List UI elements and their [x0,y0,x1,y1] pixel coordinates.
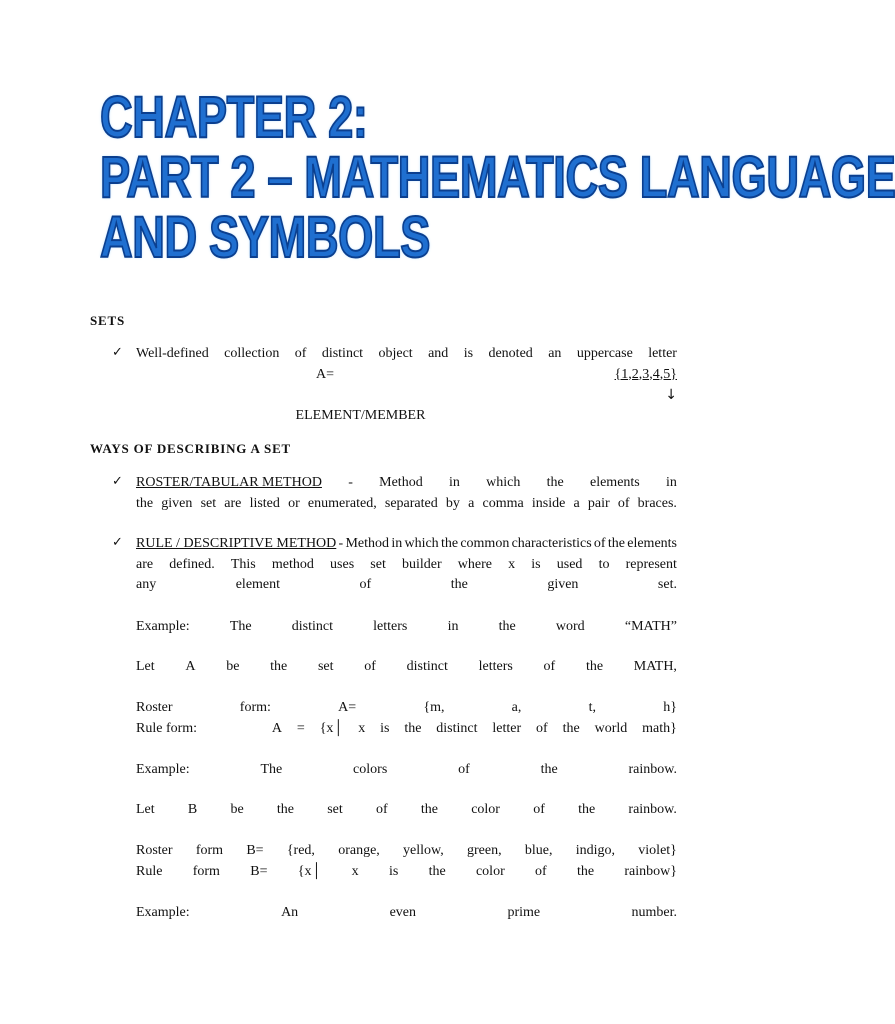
word: blue, [524,843,553,858]
word: the [404,720,422,736]
example-2-let [136,800,677,821]
word: letters [478,659,513,674]
word: and [428,346,449,361]
word: the [585,659,604,674]
word: the [540,762,558,777]
example-1-roster [136,698,677,719]
word: are [224,495,242,511]
set-a-label: A= [316,366,335,382]
word: Let [136,659,155,674]
word: {red, [286,843,315,858]
word: the [270,659,288,674]
word: separated [384,495,438,511]
word: of [364,659,376,674]
word: world [594,720,628,736]
word: distinct [321,346,364,361]
word: colors [353,762,388,777]
word: in [391,536,403,551]
word: letter [492,720,522,736]
word: of [543,659,556,674]
roster-method-name: ROSTER/TABULAR METHOD [136,475,322,490]
word: rainbow. [628,802,677,817]
word: Roster [136,843,173,858]
word: the [428,863,446,879]
word: h} [663,700,677,715]
word: which [404,536,439,551]
word: the [420,802,438,817]
word: to [598,556,610,572]
word: indigo, [575,843,616,858]
word: enumerated, [307,495,377,511]
element-member-label: ELEMENT/MEMBER [295,407,426,423]
word: common [460,536,510,551]
word: builder [402,556,442,572]
word: form [195,843,224,858]
word: An [281,905,299,920]
word: distinct [406,659,448,674]
title-line-3: AND SYMBOLS [100,205,431,270]
word: word [555,619,585,634]
word: the [576,863,595,879]
word: form [192,863,220,879]
sets-definition [136,344,677,365]
word: set [370,556,386,572]
rule-method-block [136,534,677,596]
word: Roster [136,700,173,715]
word: {x│ [319,720,344,736]
word: of [458,762,470,777]
word: B= [250,863,268,879]
word: orange, [338,843,380,858]
word: a [468,495,475,511]
word: violet} [638,843,677,858]
word: collection [224,346,280,361]
rule-method-name: RULE / DESCRIPTIVE METHOD [136,536,337,551]
word: The [229,619,252,634]
word: Example: [136,619,190,634]
word: given [547,577,579,592]
word: Method [345,536,390,551]
word: in [666,475,677,490]
word: rainbow. [628,762,677,777]
word: any [136,577,157,592]
word: pair [587,495,610,511]
word: of [536,720,548,736]
example-1-let-block [136,657,677,678]
word: MATH, [633,659,677,674]
ways-heading: WAYS OF DESCRIBING A SET [90,441,292,456]
word: inside [531,495,566,511]
word: which [486,475,521,490]
roster-line-1 [136,473,677,494]
example-2-let-block [136,800,677,821]
title-line-1: CHAPTER 2: [100,85,368,150]
word: or [288,495,300,511]
word: - [348,475,353,490]
rule-line-1 [136,534,677,555]
word: B= [246,843,264,858]
down-arrow-icon: ↓ [665,387,677,403]
word: set [317,659,334,674]
word: set [200,495,217,511]
word: The [260,762,283,777]
check-mark-icon: ✓ [112,474,123,489]
word: characteristics [511,536,592,551]
example-1-text [136,617,677,638]
sets-definition-block [136,344,677,426]
rule-line-3 [136,575,677,596]
word: A [271,720,283,736]
word: Example: [136,762,190,777]
word: A= [338,700,357,715]
word: elements [589,475,640,490]
word: of [294,346,307,361]
word: t, [588,700,596,715]
example-2-block [136,760,677,781]
word: letter [648,346,677,361]
example-3-text [136,903,677,924]
example-1-block [136,617,677,638]
word: Example: [136,905,190,920]
word: an [548,346,562,361]
word: Well-defined [136,346,209,361]
word: comma [482,495,524,511]
rule-form-label: Rule form: [136,720,198,736]
roster-method-block [136,473,677,514]
word: B [187,802,198,817]
word: a [573,495,580,511]
word: braces. [637,495,677,511]
word: “MATH” [624,619,677,634]
word: math} [642,720,677,736]
word: uses [330,556,355,572]
title-line-2: PART 2 – MATHEMATICS LANGUAGE [100,145,895,210]
word: is [463,346,474,361]
word: of [533,802,545,817]
word: Method [379,475,423,490]
example-2-forms [136,841,677,882]
word: rainbow} [624,863,677,879]
word: are [136,556,154,572]
set-a-line [136,365,677,386]
rule-line-2 [136,555,677,576]
word: where [457,556,492,572]
check-mark-icon: ✓ [112,345,123,360]
word: Rule [136,863,163,879]
word: x [358,720,366,736]
word: the [607,536,625,551]
word: prime [507,905,541,920]
word: A [185,659,196,674]
word: color [475,863,505,879]
word: yellow, [403,843,444,858]
word: the [440,536,459,551]
word: in [448,475,460,490]
word: form: [239,700,271,715]
word: object [378,346,413,361]
word: the [136,495,154,511]
word: Let [136,802,155,817]
word: is [388,863,399,879]
example-2-roster [136,841,677,862]
sets-heading: SETS [90,313,126,328]
word: - [338,536,344,551]
word: color [471,802,500,817]
word: represent [625,556,677,572]
word: of [535,863,547,879]
word: of [375,802,388,817]
example-2-rule [136,862,677,883]
chapter-title [100,85,895,270]
example-2-text [136,760,677,781]
set-a-elements: {1,2,3,4,5} [614,366,677,382]
word: given [161,495,193,511]
word: the [498,619,516,634]
word: listed [249,495,280,511]
word: of [617,495,630,511]
word: even [389,905,417,920]
word: is [380,720,390,736]
word: distinct [436,720,478,736]
arrow-line [136,385,677,406]
word: = [296,720,305,736]
word: by [445,495,460,511]
word: the [562,720,580,736]
word: element [235,577,281,592]
word: method [271,556,314,572]
word: is [531,556,541,572]
example-1-rule [136,719,677,740]
word: the [578,802,596,817]
word: set [327,802,343,817]
example-3-block [136,903,677,924]
word: letters [373,619,408,634]
word: the [450,577,468,592]
word: This [230,556,256,572]
word: in [447,619,459,634]
word: defined. [169,556,215,572]
example-1-let [136,657,677,678]
word: number. [631,905,677,920]
word: denoted [488,346,533,361]
word: of [593,536,606,551]
word: elements [627,536,677,551]
word: a, [511,700,522,715]
word: used [556,556,583,572]
word: the [546,475,564,490]
word: x [508,556,516,572]
word: be [230,802,244,817]
example-1-forms [136,698,677,739]
roster-line-2 [136,494,677,515]
word: uppercase [576,346,633,361]
word: green, [467,843,502,858]
word: {x│ [297,863,322,879]
word: the [276,802,294,817]
word: set. [657,577,677,592]
word: distinct [291,619,333,634]
word: x [351,863,359,879]
word: of [359,577,372,592]
word: {m, [423,700,445,715]
word: be [226,659,240,674]
check-mark-icon: ✓ [112,535,123,550]
